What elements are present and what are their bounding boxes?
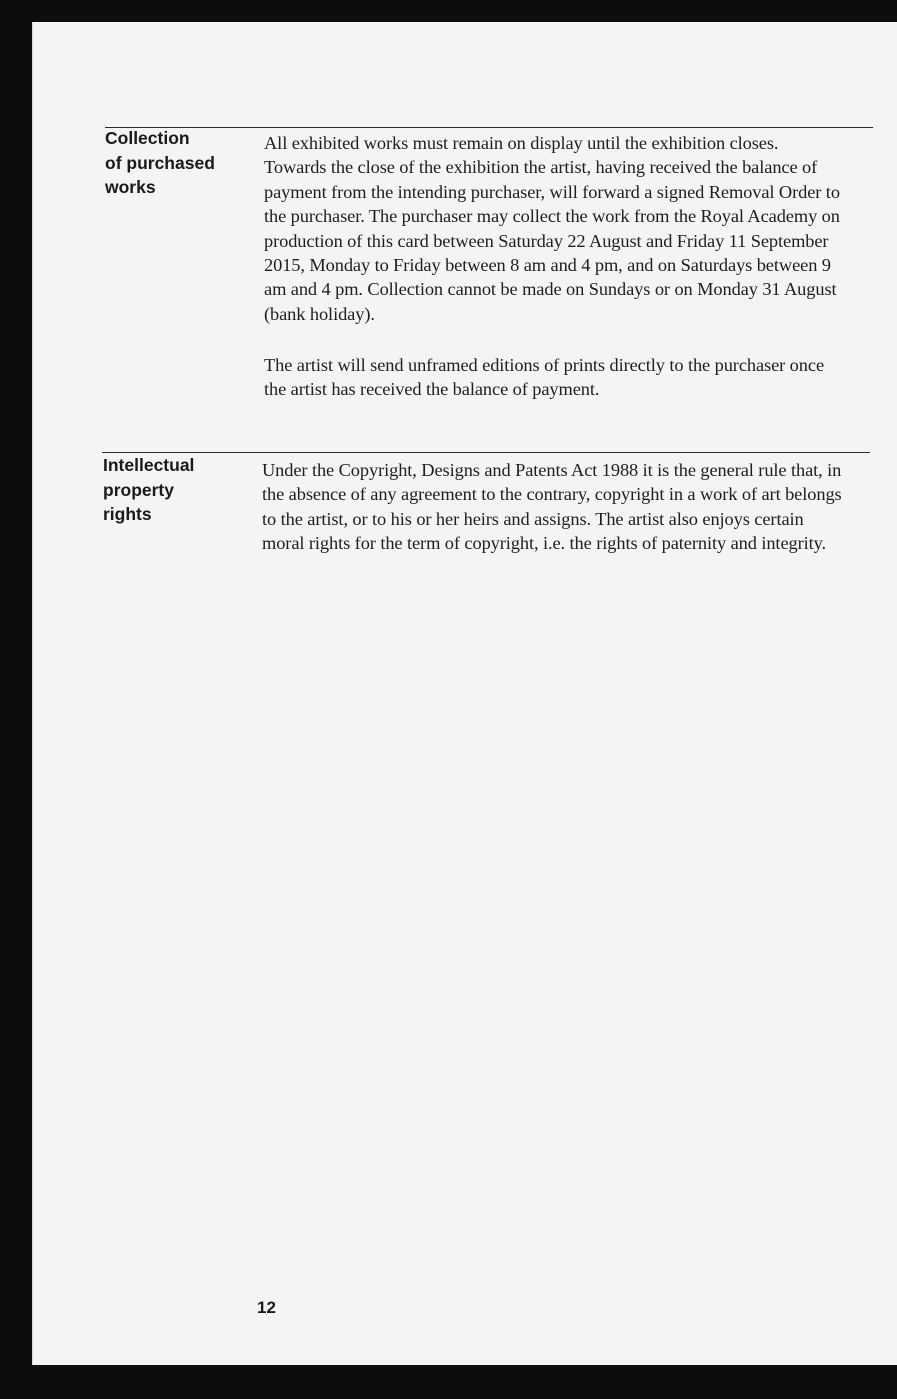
collection-paragraph-2: The artist will send unframed editions of prints directly to the purchaser once the artist has received the balance of payment. — [264, 355, 825, 400]
document-page — [32, 22, 897, 1365]
intellectual-property-paragraph: Under the Copyright, Designs and Patents Act 1988 it is the general rule that, in the absence of any agreement to the contrary, copyright in a work of art belongs to the artist, or to his or her heirs and assigns. The artist also enjoys certain moral rights for the term of copyright, i.e. the rights of paternity and integrity. — [262, 460, 842, 554]
collection-paragraph-1: All exhibited works must remain on display until the exhibition closes. Towards the close of the exhibition the artist, having received the balance of payment from the intending purchaser, will forward a signed Removal Order to the purchaser. The purchaser may collect the work from the Royal Academy on production of this card between Saturday 22 August and Friday 11 September 2015, Monday to Friday between 8 am and 4 pm, and on Saturdays between 9 am and 4 pm. Collection cannot be made on Sundays or on Monday 31 August (bank holiday). — [264, 133, 840, 324]
page-number: 12 — [257, 1298, 276, 1317]
section-heading-collection: Collection of purchased works — [105, 128, 215, 197]
section-heading-intellectual-property: Intellectual property rights — [103, 455, 195, 524]
